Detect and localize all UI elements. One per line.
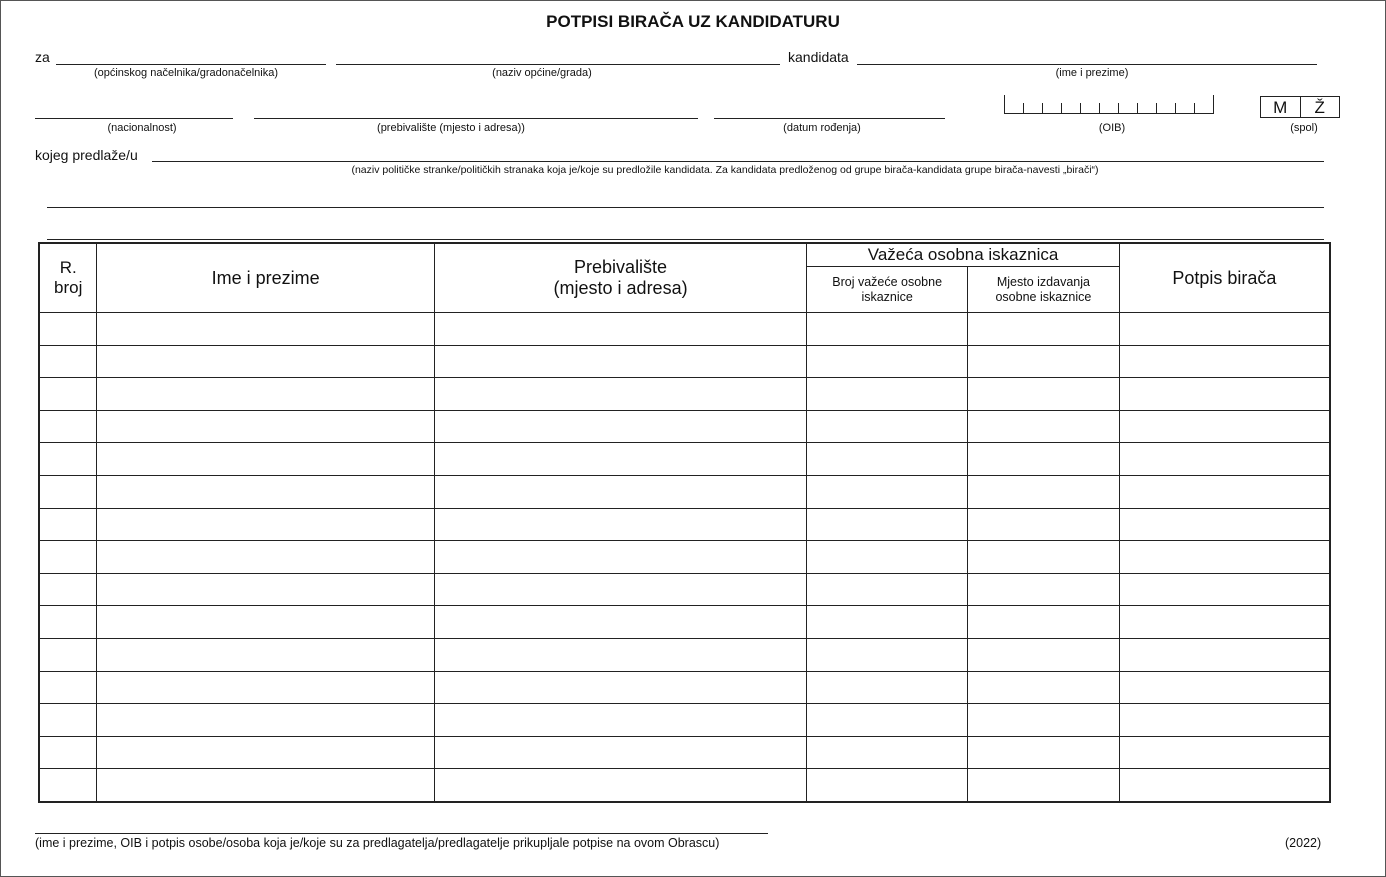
table-row	[39, 736, 1330, 769]
cell-broj-iskaznice[interactable]	[807, 769, 968, 802]
cell-prebivaliste[interactable]	[434, 638, 806, 671]
cell-prebivaliste[interactable]	[434, 443, 806, 476]
table-row	[39, 769, 1330, 802]
cell-rbroj[interactable]	[39, 769, 97, 802]
cell-rbroj[interactable]	[39, 606, 97, 639]
cell-rbroj[interactable]	[39, 671, 97, 704]
cell-mjesto-izdavanja[interactable]	[968, 345, 1120, 378]
cell-potpis[interactable]	[1119, 573, 1330, 606]
table-row	[39, 410, 1330, 443]
cell-broj-iskaznice[interactable]	[807, 704, 968, 737]
prikupljac-field[interactable]	[35, 833, 768, 834]
cell-prebivaliste[interactable]	[434, 671, 806, 704]
cell-ime[interactable]	[97, 410, 434, 443]
cell-broj-iskaznice[interactable]	[807, 443, 968, 476]
col-header-broj-iskaznice: Broj važeće osobne iskaznice	[807, 267, 968, 313]
kandidata-label: kandidata	[788, 49, 849, 65]
table-row	[39, 606, 1330, 639]
cell-prebivaliste[interactable]	[434, 313, 806, 346]
spol-m-option[interactable]: M	[1261, 97, 1301, 117]
cell-mjesto-izdavanja[interactable]	[968, 736, 1120, 769]
prebivaliste-caption: (prebivalište (mjesto i adresa))	[377, 122, 525, 134]
spol-caption: (spol)	[1290, 122, 1318, 134]
table-row	[39, 704, 1330, 737]
cell-mjesto-izdavanja[interactable]	[968, 573, 1120, 606]
cell-ime[interactable]	[97, 475, 434, 508]
cell-broj-iskaznice[interactable]	[807, 638, 968, 671]
cell-rbroj[interactable]	[39, 508, 97, 541]
nacionalnost-field[interactable]	[35, 118, 233, 119]
cell-potpis[interactable]	[1119, 378, 1330, 411]
cell-rbroj[interactable]	[39, 541, 97, 574]
cell-rbroj[interactable]	[39, 475, 97, 508]
cell-rbroj[interactable]	[39, 410, 97, 443]
prikupljac-caption: (ime i prezime, OIB i potpis osobe/osoba koja je/koje su za predlagatelja/predlagatelje prikupljale potpise na ovom Obrascu)	[35, 836, 720, 850]
cell-ime[interactable]	[97, 313, 434, 346]
table-row	[39, 671, 1330, 704]
predlaze-label: kojeg predlaže/u	[35, 147, 138, 163]
cell-prebivaliste[interactable]	[434, 541, 806, 574]
kandidat-ime-field[interactable]	[857, 64, 1317, 65]
cell-broj-iskaznice[interactable]	[807, 541, 968, 574]
nacionalnost-caption: (nacionalnost)	[107, 122, 177, 134]
cell-potpis[interactable]	[1119, 769, 1330, 802]
nacelnik-field[interactable]	[56, 64, 326, 65]
cell-rbroj[interactable]	[39, 638, 97, 671]
table-row	[39, 508, 1330, 541]
cell-broj-iskaznice[interactable]	[807, 378, 968, 411]
col-header-prebivaliste: Prebivalište (mjesto i adresa)	[434, 243, 806, 313]
oib-field[interactable]	[1004, 95, 1214, 114]
cell-broj-iskaznice[interactable]	[807, 475, 968, 508]
cell-mjesto-izdavanja[interactable]	[968, 769, 1120, 802]
cell-ime[interactable]	[97, 378, 434, 411]
stranka-caption: (naziv političke stranke/političkih stranaka koja je/koje su predložile kandidata. Za kandidata predloženog od grupe birača-kandidata grupe birača-navesti „birači“)	[351, 164, 1099, 176]
cell-broj-iskaznice[interactable]	[807, 573, 968, 606]
cell-ime[interactable]	[97, 573, 434, 606]
cell-ime[interactable]	[97, 704, 434, 737]
cell-rbroj[interactable]	[39, 313, 97, 346]
cell-mjesto-izdavanja[interactable]	[968, 410, 1120, 443]
oib-caption: (OIB)	[1098, 122, 1126, 134]
cell-prebivaliste[interactable]	[434, 769, 806, 802]
cell-prebivaliste[interactable]	[434, 410, 806, 443]
cell-ime[interactable]	[97, 345, 434, 378]
cell-ime[interactable]	[97, 736, 434, 769]
col-header-mjesto-izdavanja: Mjesto izdavanja osobne iskaznice	[968, 267, 1120, 313]
cell-prebivaliste[interactable]	[434, 573, 806, 606]
cell-potpis[interactable]	[1119, 410, 1330, 443]
cell-potpis[interactable]	[1119, 638, 1330, 671]
cell-broj-iskaznice[interactable]	[807, 313, 968, 346]
cell-potpis[interactable]	[1119, 345, 1330, 378]
cell-prebivaliste[interactable]	[434, 475, 806, 508]
cell-broj-iskaznice[interactable]	[807, 345, 968, 378]
cell-prebivaliste[interactable]	[434, 508, 806, 541]
cell-mjesto-izdavanja[interactable]	[968, 606, 1120, 639]
cell-prebivaliste[interactable]	[434, 345, 806, 378]
spol-z-option[interactable]: Ž	[1314, 98, 1325, 117]
cell-prebivaliste[interactable]	[434, 704, 806, 737]
opcina-caption: (naziv općine/grada)	[492, 67, 592, 79]
cell-ime[interactable]	[97, 508, 434, 541]
cell-potpis[interactable]	[1119, 475, 1330, 508]
opcina-field[interactable]	[336, 64, 780, 65]
stranka-field[interactable]	[152, 161, 1324, 162]
cell-broj-iskaznice[interactable]	[807, 671, 968, 704]
ime-caption: (ime i prezime)	[1055, 67, 1129, 79]
col-header-potpis: Potpis birača	[1119, 243, 1330, 313]
table-row	[39, 345, 1330, 378]
datum-rodenja-field[interactable]	[714, 118, 945, 119]
cell-mjesto-izdavanja[interactable]	[968, 313, 1120, 346]
cell-prebivaliste[interactable]	[434, 378, 806, 411]
form-title: POTPISI BIRAČA UZ KANDIDATURU	[546, 12, 840, 31]
za-label: za	[35, 49, 50, 65]
cell-broj-iskaznice[interactable]	[807, 736, 968, 769]
cell-potpis[interactable]	[1119, 606, 1330, 639]
cell-prebivaliste[interactable]	[434, 606, 806, 639]
table-row	[39, 573, 1330, 606]
cell-broj-iskaznice[interactable]	[807, 606, 968, 639]
cell-potpis[interactable]	[1119, 736, 1330, 769]
table-row	[39, 443, 1330, 476]
cell-mjesto-izdavanja[interactable]	[968, 378, 1120, 411]
table-row	[39, 313, 1330, 346]
cell-rbroj[interactable]	[39, 704, 97, 737]
cell-rbroj[interactable]	[39, 736, 97, 769]
cell-potpis[interactable]	[1119, 443, 1330, 476]
cell-ime[interactable]	[97, 541, 434, 574]
cell-mjesto-izdavanja[interactable]	[968, 704, 1120, 737]
table-row	[39, 378, 1330, 411]
col-group-iskaznica: Važeća osobna iskaznica	[807, 243, 1120, 267]
stranka-field-line-3[interactable]	[47, 239, 1324, 240]
cell-mjesto-izdavanja[interactable]	[968, 443, 1120, 476]
spol-selector[interactable]	[1260, 96, 1340, 118]
cell-mjesto-izdavanja[interactable]	[968, 541, 1120, 574]
cell-mjesto-izdavanja[interactable]	[968, 475, 1120, 508]
cell-rbroj[interactable]	[39, 378, 97, 411]
table-row	[39, 475, 1330, 508]
cell-potpis[interactable]	[1119, 671, 1330, 704]
cell-ime[interactable]	[97, 606, 434, 639]
cell-broj-iskaznice[interactable]	[807, 410, 968, 443]
cell-potpis[interactable]	[1119, 541, 1330, 574]
datum-caption: (datum rođenja)	[783, 122, 861, 134]
cell-prebivaliste[interactable]	[434, 736, 806, 769]
col-header-rbroj: R. broj	[39, 243, 97, 313]
cell-potpis[interactable]	[1119, 704, 1330, 737]
cell-potpis[interactable]	[1119, 313, 1330, 346]
signatures-table	[38, 242, 1331, 803]
table-row	[39, 541, 1330, 574]
cell-ime[interactable]	[97, 769, 434, 802]
cell-broj-iskaznice[interactable]	[807, 508, 968, 541]
col-header-ime: Ime i prezime	[97, 243, 434, 313]
stranka-field-line-2[interactable]	[47, 207, 1324, 208]
table-row	[39, 638, 1330, 671]
cell-mjesto-izdavanja[interactable]	[968, 508, 1120, 541]
cell-rbroj[interactable]	[39, 443, 97, 476]
cell-ime[interactable]	[97, 671, 434, 704]
form-year: (2022)	[1285, 836, 1322, 850]
cell-ime[interactable]	[97, 443, 434, 476]
cell-rbroj[interactable]	[39, 573, 97, 606]
cell-mjesto-izdavanja[interactable]	[968, 638, 1120, 671]
cell-ime[interactable]	[97, 638, 434, 671]
cell-potpis[interactable]	[1119, 508, 1330, 541]
cell-rbroj[interactable]	[39, 345, 97, 378]
nacelnik-caption: (općinskog načelnika/gradonačelnika)	[93, 67, 279, 79]
cell-mjesto-izdavanja[interactable]	[968, 671, 1120, 704]
prebivaliste-field[interactable]	[254, 118, 698, 119]
